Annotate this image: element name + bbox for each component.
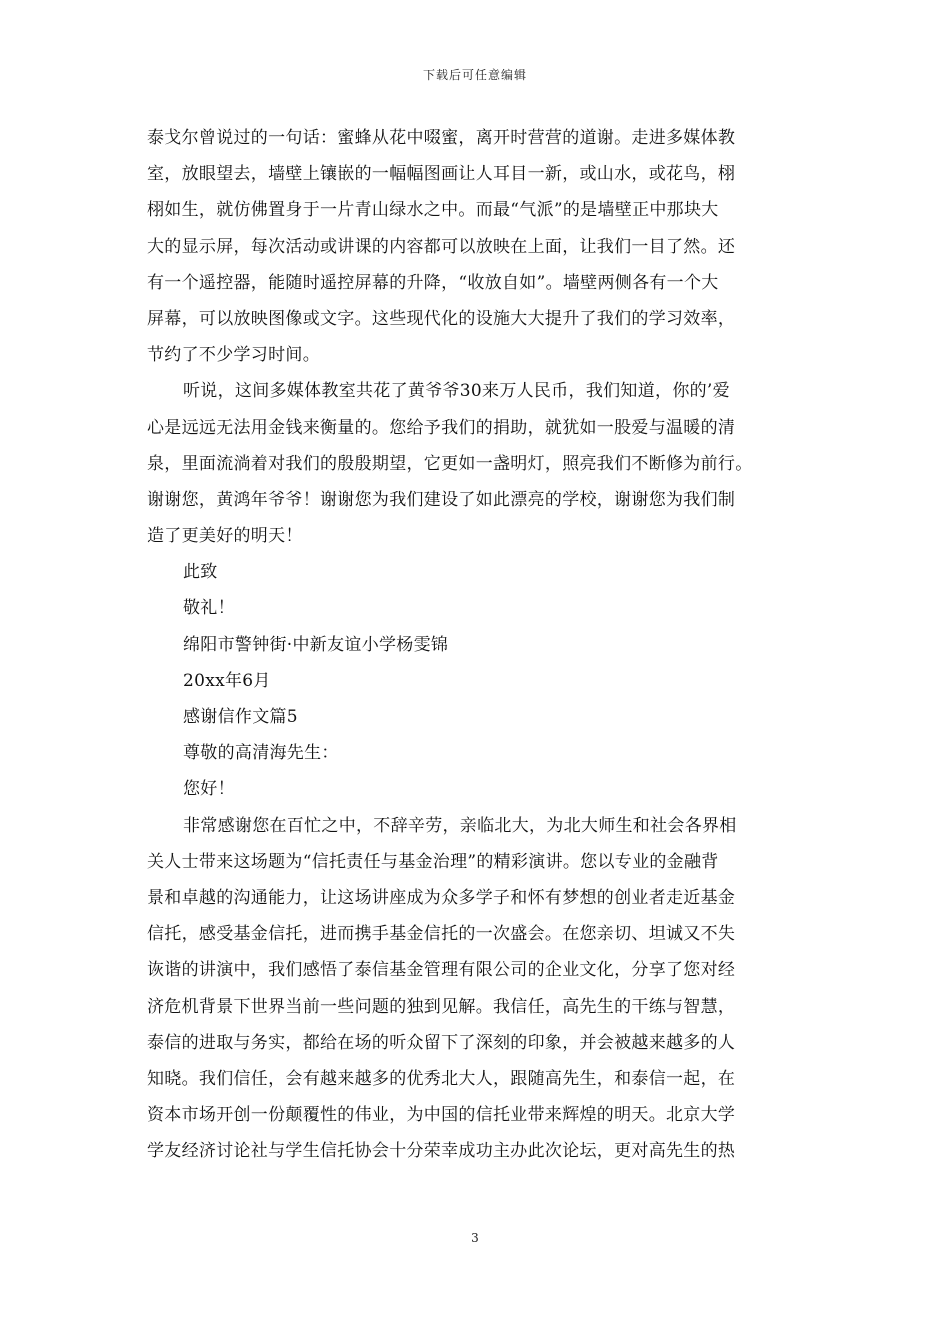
text-line: 信托，感受基金信托，进而携手基金信托的一次盛会。在您亲切、坦诚又不失 [147,924,736,945]
text-line: 诙谐的讲演中，我们感悟了泰信基金管理有限公司的企业文化，分享了您对经 [147,960,736,981]
text-line: 非常感谢您在百忙之中，不辞辛劳，亲临北大，为北大师生和社会各界相 [183,815,737,836]
text-line: 室，放眼望去，墙壁上镶嵌的一幅幅图画让人耳目一新，或山水，或花鸟，栩 [147,164,736,185]
paragraph [147,663,807,699]
paragraph [147,771,807,807]
text-line: 节约了不少学习时间。 [147,345,320,366]
text-line: 大的显示屏，每次活动或讲课的内容都可以放映在上面，让我们一目了然。还 [147,236,736,257]
paragraph [147,120,807,373]
text-line: 绵阳市警钟街·中新友谊小学杨雯锦 [183,634,449,655]
paragraph [147,627,807,663]
page-number: 3 [471,1231,479,1245]
text-line: 有一个遥控器，能随时遥控屏幕的升降，“收放自如”。墙壁两侧各有一个大 [147,272,719,293]
text-line: 济危机背景下世界当前一些问题的独到见解。我信任，高先生的干练与智慧， [147,996,736,1017]
text-line: 此致 [183,562,218,583]
paragraph [147,699,807,735]
text-line: 泰信的进取与务实，都给在场的听众留下了深刻的印象，并会被越来越多的人 [147,1032,736,1053]
text-line: 尊敬的高清海先生： [183,743,339,764]
text-line: 学友经济讨论社与学生信托协会十分荣幸成功主办此次论坛，更对高先生的热 [147,1141,736,1162]
text-line: 关人士带来这场题为“信托责任与基金治理”的精彩演讲。您以专业的金融背 [147,851,719,872]
text-line: 知晓。我们信任，会有越来越多的优秀北大人，跟随高先生，和泰信一起，在 [147,1068,736,1089]
paragraph [147,554,807,590]
paragraph [147,590,807,626]
text-line: 栩如生，就仿佛置身于一片青山绿水之中。而最“气派”的是墙壁正中那块大 [147,200,719,221]
text-line: 造了更美好的明天！ [147,526,303,547]
paragraph [147,735,807,771]
document-body [147,120,807,1169]
text-line: 泰戈尔曾说过的一句话：蜜蜂从花中啜蜜，离开时营营的道谢。走进多媒体教 [147,128,736,148]
text-line: 心是远远无法用金钱来衡量的。您给予我们的捐助，就犹如一股爱与温暖的清 [147,417,736,438]
text-line: 景和卓越的沟通能力，让这场讲座成为众多学子和怀有梦想的创业者走近基金 [147,887,736,908]
page-header: 下载后可任意编辑 [422,68,527,82]
text-line: 听说，这间多媒体教室共花了黄爷爷30来万人民币，我们知道，你的’爱 [183,381,730,402]
text-line: 您好！ [183,779,235,800]
paragraph [147,808,807,1170]
text-line: 感谢信作文篇5 [183,707,298,727]
text-line: 资本市场开创一份颠覆性的伟业，为中国的信托业带来辉煌的明天。北京大学 [147,1105,736,1126]
text-line: 谢谢您，黄鸿年爷爷！谢谢您为我们建设了如此漂亮的学校，谢谢您为我们制 [147,489,736,510]
text-line: 20xx年6月 [183,670,271,691]
text-line: 敬礼！ [183,598,235,619]
text-line: 泉，里面流淌着对我们的殷殷期望，它更如一盏明灯，照亮我们不断修为前行。 [147,453,753,474]
paragraph [147,373,807,554]
text-line: 屏幕，可以放映图像或文字。这些现代化的设施大大提升了我们的学习效率， [147,308,736,329]
